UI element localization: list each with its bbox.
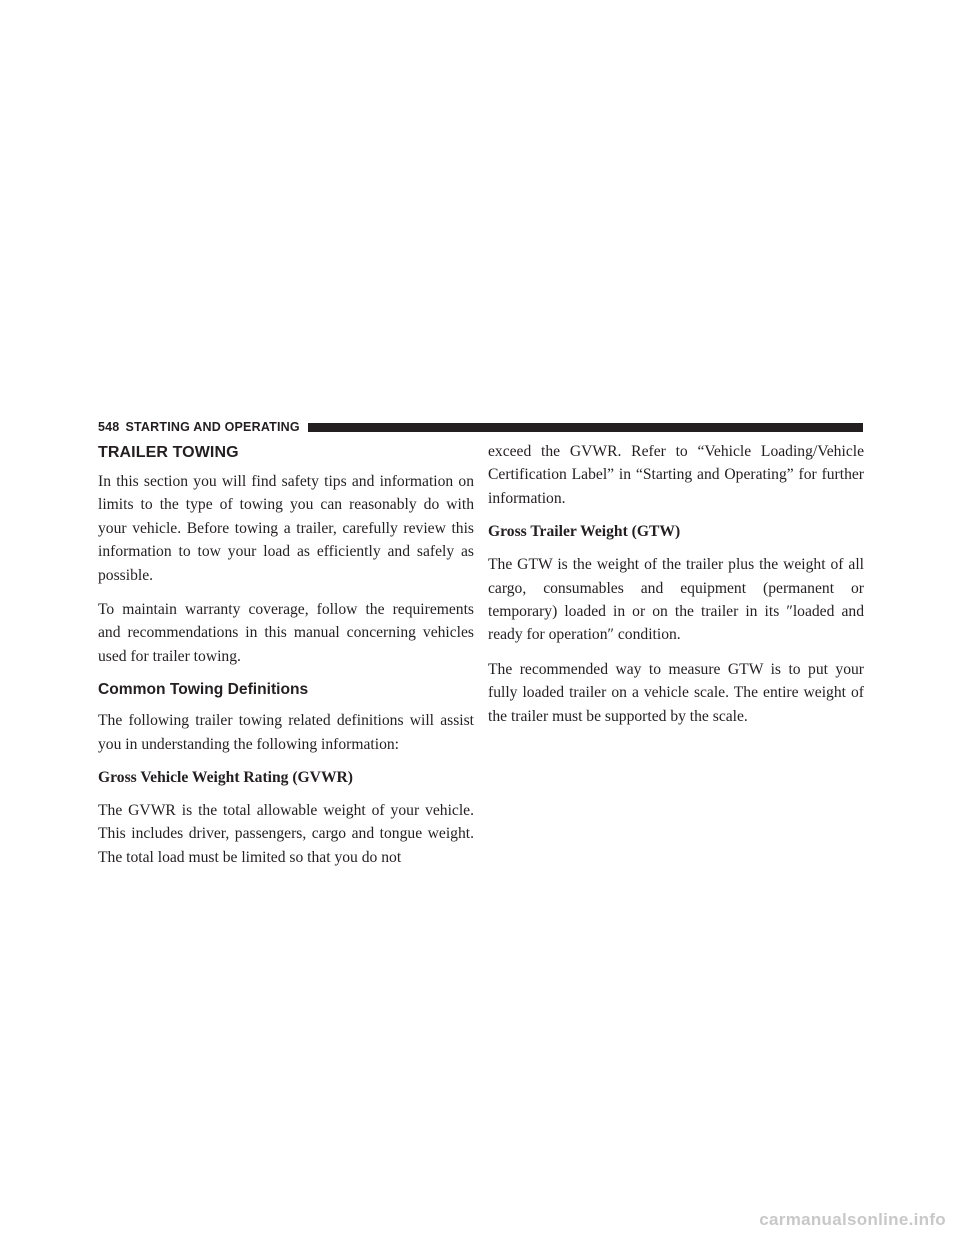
watermark: carmanualsonline.info	[759, 1210, 946, 1229]
gtw-paragraph: The GTW is the weight of the trailer plus the weight of all cargo, consumables and equipment (permanent or temporary) loaded in or on the trailer in its ″loaded and ready for operation″ condition.	[488, 556, 864, 644]
gvwr-heading: Gross Vehicle Weight Rating (GVWR)	[98, 769, 353, 787]
left-column	[98, 440, 474, 880]
gtw-heading: Gross Trailer Weight (GTW)	[488, 523, 681, 541]
definitions-intro: The following trailer towing related definitions will assist you in understanding the following information:	[98, 712, 474, 753]
section-title: STARTING AND OPERATING	[125, 420, 300, 434]
right-column	[488, 440, 864, 739]
page-number: 548	[98, 420, 120, 434]
gvwr-continued-paragraph: exceed the GVWR. Refer to “Vehicle Loading/Vehicle Certification Label” in “Starting and Operating” for further information.	[488, 443, 864, 507]
intro-paragraph: In this section you will find safety tips and information on limits to the type of towing you can reasonably do with your vehicle. Before towing a trailer, carefully review this information to tow your load as efficiently and safely as possible.	[98, 473, 474, 584]
trailer-towing-heading: TRAILER TOWING	[98, 444, 239, 461]
gtw-measure-paragraph: The recommended way to measure GTW is to put your fully loaded trailer on a vehicle scale. The entire weight of the trailer must be supported by the scale.	[488, 660, 864, 725]
header-rule	[308, 423, 863, 432]
definitions-heading: Common Towing Definitions	[98, 681, 309, 699]
warranty-paragraph: To maintain warranty coverage, follow the requirements and recommendations in this manual concerning vehicles used for trailer towing.	[98, 601, 474, 665]
page-header	[98, 418, 863, 436]
gvwr-paragraph: The GVWR is the total allowable weight of your vehicle. This includes driver, passengers, cargo and tongue weight. The total load must be limited so that you do not	[98, 802, 474, 866]
